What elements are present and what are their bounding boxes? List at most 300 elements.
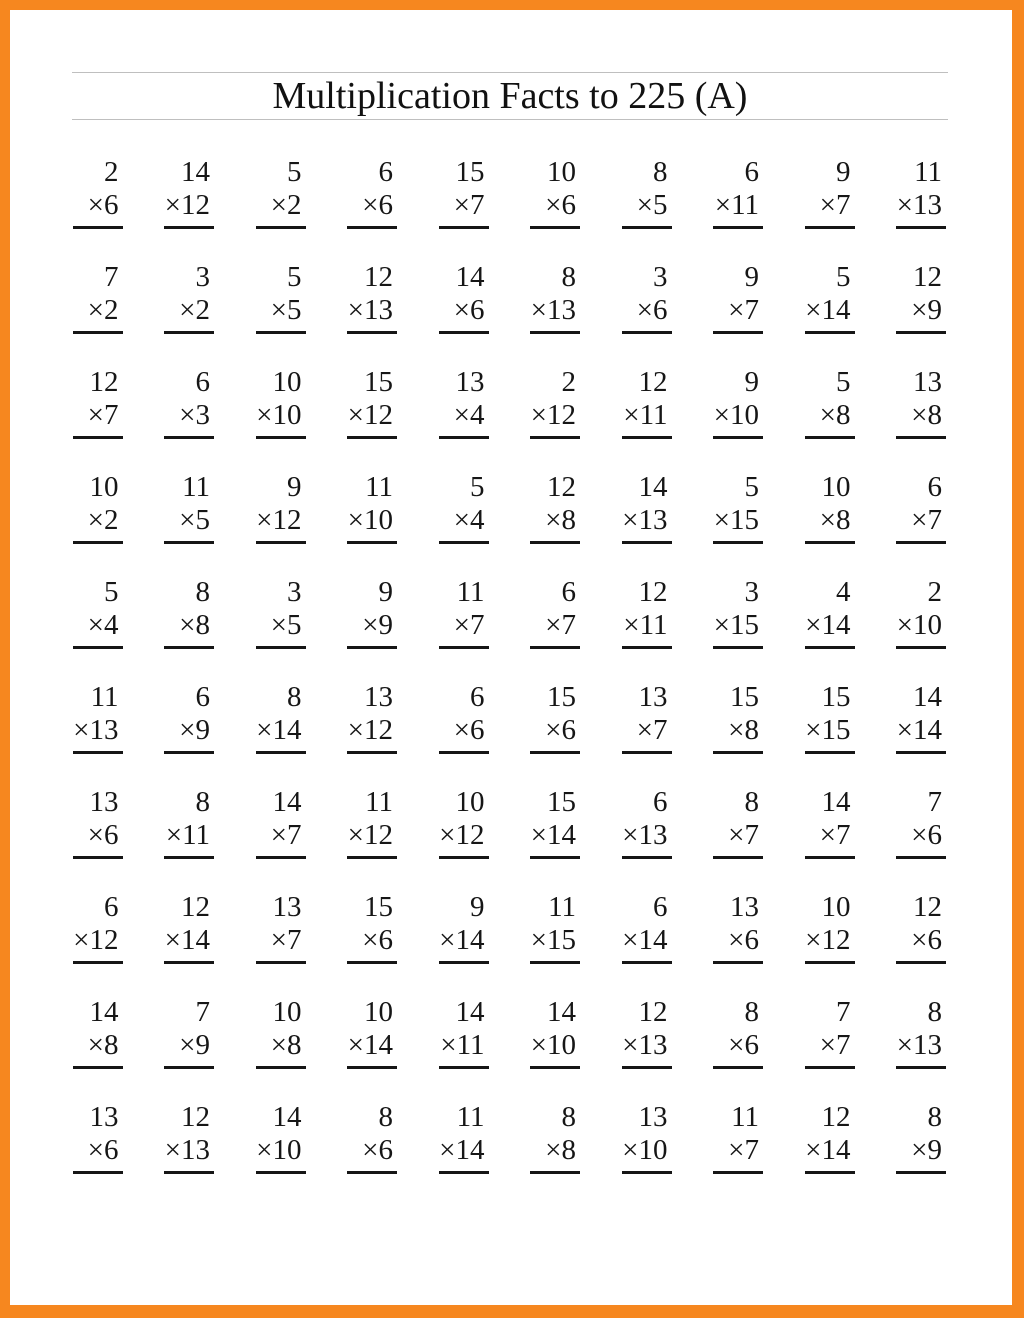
multiplicand: 3 xyxy=(287,576,302,608)
multiplier: ×13 xyxy=(896,1029,942,1061)
answer-line xyxy=(805,226,855,229)
answer-line xyxy=(713,646,763,649)
multiplication-problem xyxy=(759,570,851,675)
answer-line xyxy=(347,226,397,229)
multiplier: ×14 xyxy=(439,1134,485,1166)
multiplicand: 8 xyxy=(927,1101,942,1133)
multiplier: ×8 xyxy=(819,504,851,536)
multiplicand: 11 xyxy=(914,156,942,188)
multiplication-problem xyxy=(210,255,302,360)
multiplication-problem xyxy=(302,465,394,570)
multiplier: ×9 xyxy=(179,1029,210,1061)
multiplicand: 11 xyxy=(731,1101,759,1133)
multiplier: ×7 xyxy=(87,399,119,431)
multiplication-problem xyxy=(393,885,485,990)
multiplicand: 6 xyxy=(104,891,119,923)
multiplication-problem xyxy=(668,255,760,360)
multiplier: ×6 xyxy=(453,294,485,326)
multiplier: ×8 xyxy=(728,714,759,746)
multiplier: ×4 xyxy=(453,399,485,431)
multiplier: ×6 xyxy=(362,189,393,221)
multiplicand: 6 xyxy=(470,681,485,713)
answer-line xyxy=(530,1171,580,1174)
multiplier: ×9 xyxy=(911,294,942,326)
multiplication-problem xyxy=(485,780,577,885)
answer-line xyxy=(164,961,214,964)
answer-line xyxy=(530,751,580,754)
multiplicand: 3 xyxy=(744,576,759,608)
multiplication-problem xyxy=(393,780,485,885)
multiplication-problem xyxy=(210,780,302,885)
answer-line xyxy=(73,436,123,439)
multiplication-problem xyxy=(851,570,943,675)
multiplicand: 12 xyxy=(547,471,576,503)
answer-line xyxy=(347,751,397,754)
multiplication-problem xyxy=(485,675,577,780)
multiplier: ×6 xyxy=(545,189,576,221)
multiplication-problem xyxy=(210,465,302,570)
multiplication-problem xyxy=(119,1095,211,1200)
multiplication-problem xyxy=(668,675,760,780)
multiplication-problem xyxy=(576,255,668,360)
multiplication-problem xyxy=(210,885,302,990)
answer-line xyxy=(439,1066,489,1069)
multiplicand: 14 xyxy=(547,996,576,1028)
multiplication-problem xyxy=(485,465,577,570)
multiplicand: 13 xyxy=(638,1101,668,1133)
answer-line xyxy=(713,751,763,754)
multiplication-problem xyxy=(210,675,302,780)
multiplication-problem xyxy=(393,990,485,1095)
multiplicand: 12 xyxy=(181,1101,210,1133)
page-title: Multiplication Facts to 225 (A) xyxy=(272,75,748,117)
multiplier: ×8 xyxy=(819,399,851,431)
answer-line xyxy=(713,226,763,229)
answer-line xyxy=(439,856,489,859)
multiplier: ×15 xyxy=(713,609,759,641)
multiplication-problem xyxy=(668,570,760,675)
multiplication-problem xyxy=(393,570,485,675)
multiplicand: 14 xyxy=(272,1101,302,1133)
multiplier: ×14 xyxy=(530,819,576,851)
answer-line xyxy=(896,331,946,334)
multiplicand: 11 xyxy=(456,576,485,608)
answer-line xyxy=(164,1066,214,1069)
multiplicand: 13 xyxy=(730,891,759,923)
multiplicand: 8 xyxy=(561,1101,576,1133)
multiplicand: 5 xyxy=(104,576,119,608)
multiplication-problem xyxy=(210,360,302,465)
multiplication-problem xyxy=(668,360,760,465)
multiplicand: 6 xyxy=(195,681,210,713)
answer-line xyxy=(73,331,123,334)
answer-line xyxy=(896,1171,946,1174)
multiplier: ×12 xyxy=(256,504,302,536)
multiplicand: 9 xyxy=(378,576,393,608)
multiplication-problem xyxy=(576,150,668,255)
multiplicand: 6 xyxy=(378,156,393,188)
multiplicand: 2 xyxy=(104,156,119,188)
multiplicand: 8 xyxy=(653,156,668,188)
multiplicand: 9 xyxy=(836,156,851,188)
multiplicand: 12 xyxy=(181,891,210,923)
multiplication-problem xyxy=(302,1095,394,1200)
multiplier: ×15 xyxy=(530,924,576,956)
answer-line xyxy=(256,1066,306,1069)
multiplier: ×8 xyxy=(545,504,576,536)
answer-line xyxy=(164,331,214,334)
multiplier: ×5 xyxy=(270,294,302,326)
multiplication-problem xyxy=(851,1095,943,1200)
multiplication-problem xyxy=(851,360,943,465)
multiplication-problem xyxy=(119,360,211,465)
answer-line xyxy=(347,1066,397,1069)
multiplicand: 3 xyxy=(653,261,668,293)
multiplier: ×11 xyxy=(440,1029,485,1061)
multiplier: ×2 xyxy=(270,189,302,221)
multiplicand: 7 xyxy=(927,786,942,818)
answer-line xyxy=(164,1171,214,1174)
multiplication-problem xyxy=(576,1095,668,1200)
multiplicand: 12 xyxy=(913,891,942,923)
answer-line xyxy=(622,856,672,859)
multiplicand: 15 xyxy=(730,681,759,713)
multiplication-problem xyxy=(576,570,668,675)
multiplier: ×15 xyxy=(805,714,851,746)
multiplication-problem xyxy=(668,1095,760,1200)
multiplicand: 12 xyxy=(821,1101,851,1133)
multiplication-problem xyxy=(485,570,577,675)
multiplicand: 8 xyxy=(927,996,942,1028)
multiplication-problem xyxy=(668,150,760,255)
answer-line xyxy=(530,541,580,544)
multiplication-problem xyxy=(119,570,211,675)
multiplication-problem xyxy=(302,360,394,465)
answer-line xyxy=(530,961,580,964)
multiplicand: 14 xyxy=(272,786,302,818)
multiplier: ×7 xyxy=(728,819,759,851)
multiplier: ×6 xyxy=(362,1134,393,1166)
multiplicand: 11 xyxy=(548,891,576,923)
answer-line xyxy=(164,541,214,544)
multiplicand: 8 xyxy=(744,786,759,818)
multiplier: ×13 xyxy=(896,189,942,221)
multiplicand: 8 xyxy=(744,996,759,1028)
multiplicand: 11 xyxy=(182,471,210,503)
multiplication-problem xyxy=(759,990,851,1095)
multiplicand: 7 xyxy=(195,996,210,1028)
multiplier: ×7 xyxy=(728,294,759,326)
multiplier: ×13 xyxy=(73,714,119,746)
multiplier: ×9 xyxy=(362,609,393,641)
answer-line xyxy=(73,1171,123,1174)
multiplier: ×11 xyxy=(714,189,759,221)
multiplier: ×3 xyxy=(179,399,210,431)
multiplication-problem xyxy=(851,990,943,1095)
answer-line xyxy=(530,646,580,649)
answer-line xyxy=(713,961,763,964)
multiplicand: 2 xyxy=(927,576,942,608)
multiplier: ×7 xyxy=(270,924,302,956)
answer-line xyxy=(622,1066,672,1069)
answer-line xyxy=(713,856,763,859)
answer-line xyxy=(622,436,672,439)
answer-line xyxy=(256,331,306,334)
multiplicand: 7 xyxy=(836,996,851,1028)
answer-line xyxy=(164,646,214,649)
multiplier: ×5 xyxy=(636,189,668,221)
multiplication-problem xyxy=(393,675,485,780)
answer-line xyxy=(256,541,306,544)
answer-line xyxy=(347,541,397,544)
answer-line xyxy=(713,331,763,334)
multiplier: ×11 xyxy=(165,819,210,851)
answer-line xyxy=(439,1171,489,1174)
multiplication-problem xyxy=(302,255,394,360)
multiplicand: 15 xyxy=(821,681,851,713)
answer-line xyxy=(805,856,855,859)
multiplier: ×9 xyxy=(911,1134,942,1166)
multiplier: ×4 xyxy=(87,609,119,641)
multiplication-problem xyxy=(27,570,119,675)
multiplication-problem xyxy=(27,675,119,780)
multiplication-problem xyxy=(576,780,668,885)
multiplicand: 9 xyxy=(744,366,759,398)
multiplicand: 8 xyxy=(378,1101,393,1133)
multiplier: ×12 xyxy=(805,924,851,956)
answer-line xyxy=(622,541,672,544)
answer-line xyxy=(73,226,123,229)
multiplier: ×12 xyxy=(347,819,393,851)
answer-line xyxy=(805,751,855,754)
multiplicand: 3 xyxy=(195,261,210,293)
multiplication-problem xyxy=(485,1095,577,1200)
multiplier: ×13 xyxy=(622,504,668,536)
multiplicand: 12 xyxy=(913,261,942,293)
multiplication-problem xyxy=(210,1095,302,1200)
multiplier: ×13 xyxy=(622,819,668,851)
multiplicand: 8 xyxy=(561,261,576,293)
multiplication-problem xyxy=(393,150,485,255)
multiplier: ×5 xyxy=(179,504,210,536)
multiplier: ×13 xyxy=(530,294,576,326)
multiplicand: 14 xyxy=(455,261,485,293)
multiplication-problem xyxy=(759,465,851,570)
multiplication-problem xyxy=(302,675,394,780)
multiplication-problem xyxy=(27,255,119,360)
multiplier: ×2 xyxy=(87,504,119,536)
answer-line xyxy=(530,856,580,859)
multiplicand: 15 xyxy=(364,891,393,923)
multiplicand: 5 xyxy=(744,471,759,503)
multiplication-problem xyxy=(119,675,211,780)
multiplier: ×8 xyxy=(179,609,210,641)
multiplication-problem xyxy=(485,990,577,1095)
answer-line xyxy=(713,1171,763,1174)
answer-line xyxy=(347,961,397,964)
multiplier: ×12 xyxy=(530,399,576,431)
multiplier: ×5 xyxy=(270,609,302,641)
multiplicand: 6 xyxy=(927,471,942,503)
multiplicand: 14 xyxy=(181,156,210,188)
multiplicand: 8 xyxy=(195,786,210,818)
multiplier: ×6 xyxy=(728,1029,759,1061)
multiplier: ×6 xyxy=(87,1134,119,1166)
multiplier: ×6 xyxy=(362,924,393,956)
multiplicand: 10 xyxy=(455,786,485,818)
multiplicand: 11 xyxy=(456,1101,485,1133)
multiplier: ×11 xyxy=(623,609,668,641)
answer-line xyxy=(439,961,489,964)
answer-line xyxy=(256,436,306,439)
answer-line xyxy=(164,751,214,754)
answer-line xyxy=(439,646,489,649)
multiplicand: 12 xyxy=(89,366,119,398)
multiplicand: 6 xyxy=(195,366,210,398)
multiplication-problem xyxy=(759,675,851,780)
answer-line xyxy=(530,226,580,229)
multiplication-problem xyxy=(119,990,211,1095)
answer-line xyxy=(622,226,672,229)
answer-line xyxy=(622,1171,672,1174)
answer-line xyxy=(347,436,397,439)
multiplier: ×7 xyxy=(270,819,302,851)
multiplier: ×13 xyxy=(164,1134,210,1166)
multiplier: ×7 xyxy=(453,189,485,221)
multiplicand: 6 xyxy=(561,576,576,608)
answer-line xyxy=(805,436,855,439)
answer-line xyxy=(896,541,946,544)
multiplication-problem xyxy=(668,465,760,570)
multiplication-problem xyxy=(485,150,577,255)
answer-line xyxy=(530,331,580,334)
multiplication-problem xyxy=(668,990,760,1095)
multiplicand: 13 xyxy=(638,681,668,713)
multiplicand: 14 xyxy=(913,681,942,713)
multiplier: ×8 xyxy=(911,399,942,431)
multiplicand: 14 xyxy=(821,786,851,818)
multiplication-problem xyxy=(485,360,577,465)
multiplicand: 6 xyxy=(653,786,668,818)
multiplication-problem xyxy=(576,675,668,780)
multiplicand: 2 xyxy=(561,366,576,398)
multiplication-problem xyxy=(27,885,119,990)
multiplicand: 13 xyxy=(89,786,119,818)
multiplicand: 13 xyxy=(455,366,485,398)
multiplier: ×14 xyxy=(805,294,851,326)
multiplier: ×12 xyxy=(164,189,210,221)
multiplicand: 10 xyxy=(272,996,302,1028)
answer-line xyxy=(439,436,489,439)
multiplier: ×12 xyxy=(439,819,485,851)
multiplication-problem xyxy=(759,1095,851,1200)
multiplication-problem xyxy=(485,885,577,990)
multiplier: ×10 xyxy=(256,399,302,431)
multiplication-problem xyxy=(302,780,394,885)
answer-line xyxy=(439,541,489,544)
multiplier: ×8 xyxy=(270,1029,302,1061)
multiplier: ×6 xyxy=(453,714,485,746)
multiplier: ×6 xyxy=(728,924,759,956)
multiplication-problem xyxy=(393,465,485,570)
multiplication-problem xyxy=(302,570,394,675)
answer-line xyxy=(896,226,946,229)
answer-line xyxy=(805,961,855,964)
answer-line xyxy=(347,646,397,649)
multiplicand: 10 xyxy=(364,996,393,1028)
multiplicand: 10 xyxy=(272,366,302,398)
answer-line xyxy=(713,1066,763,1069)
multiplier: ×14 xyxy=(896,714,942,746)
answer-line xyxy=(622,331,672,334)
multiplicand: 12 xyxy=(638,576,668,608)
answer-line xyxy=(347,856,397,859)
multiplicand: 12 xyxy=(638,996,668,1028)
answer-line xyxy=(164,436,214,439)
multiplier: ×6 xyxy=(636,294,668,326)
multiplicand: 13 xyxy=(272,891,302,923)
answer-line xyxy=(622,646,672,649)
multiplier: ×6 xyxy=(545,714,576,746)
multiplicand: 11 xyxy=(365,471,393,503)
multiplication-problem xyxy=(27,150,119,255)
multiplicand: 14 xyxy=(89,996,119,1028)
multiplicand: 5 xyxy=(287,261,302,293)
multiplier: ×7 xyxy=(728,1134,759,1166)
multiplier: ×6 xyxy=(911,924,942,956)
multiplication-problem xyxy=(759,780,851,885)
answer-line xyxy=(73,961,123,964)
multiplicand: 9 xyxy=(744,261,759,293)
multiplier: ×14 xyxy=(805,1134,851,1166)
multiplicand: 13 xyxy=(913,366,942,398)
multiplier: ×7 xyxy=(819,1029,851,1061)
multiplier: ×13 xyxy=(347,294,393,326)
multiplier: ×7 xyxy=(819,819,851,851)
multiplication-problem xyxy=(210,150,302,255)
answer-line xyxy=(896,1066,946,1069)
answer-line xyxy=(73,751,123,754)
multiplicand: 11 xyxy=(365,786,393,818)
multiplier: ×8 xyxy=(87,1029,119,1061)
multiplication-problem xyxy=(759,150,851,255)
answer-line xyxy=(256,961,306,964)
multiplication-problem xyxy=(210,990,302,1095)
answer-line xyxy=(256,751,306,754)
multiplier: ×8 xyxy=(545,1134,576,1166)
answer-line xyxy=(256,856,306,859)
answer-line xyxy=(713,541,763,544)
multiplier: ×7 xyxy=(819,189,851,221)
multiplication-problem xyxy=(393,255,485,360)
multiplier: ×14 xyxy=(805,609,851,641)
answer-line xyxy=(347,331,397,334)
multiplicand: 15 xyxy=(547,681,576,713)
multiplication-problem xyxy=(27,990,119,1095)
multiplier: ×4 xyxy=(453,504,485,536)
multiplication-problem xyxy=(576,465,668,570)
answer-line xyxy=(713,436,763,439)
multiplier: ×14 xyxy=(256,714,302,746)
multiplication-problem xyxy=(302,990,394,1095)
multiplier: ×14 xyxy=(347,1029,393,1061)
header-rule-bottom xyxy=(72,119,948,120)
answer-line xyxy=(805,1066,855,1069)
multiplication-problem xyxy=(759,360,851,465)
answer-line xyxy=(256,1171,306,1174)
multiplier: ×14 xyxy=(622,924,668,956)
multiplication-problem xyxy=(576,360,668,465)
